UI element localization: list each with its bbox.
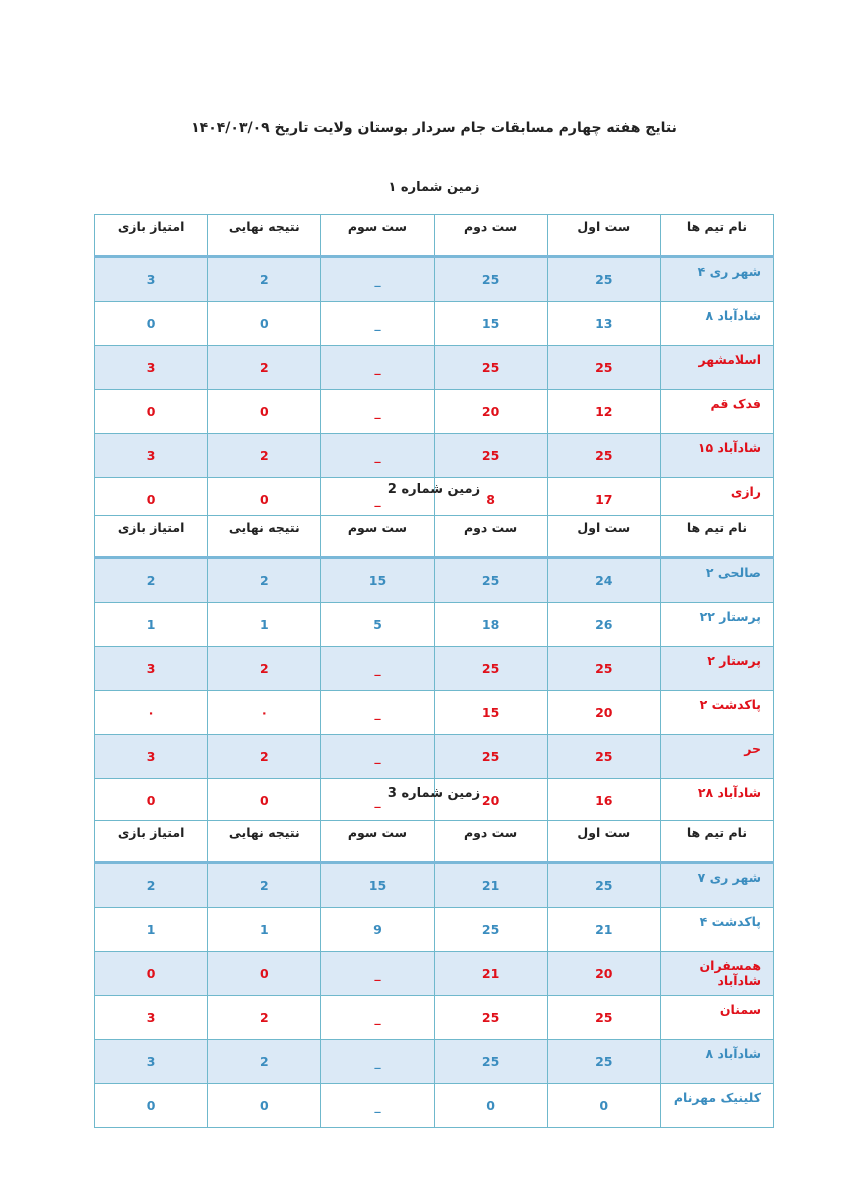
cell-set-3: _ bbox=[321, 952, 434, 996]
header-set-1: ست اول bbox=[547, 215, 660, 257]
cell-team-name: شهر ری ۷ bbox=[660, 863, 773, 908]
cell-set-1: 25 bbox=[547, 996, 660, 1040]
cell-set-2: 20 bbox=[434, 779, 547, 823]
cell-set-3: _ bbox=[321, 779, 434, 823]
cell-game-points: 0 bbox=[95, 478, 208, 522]
cell-game-points: 3 bbox=[95, 257, 208, 302]
cell-final-result: 0 bbox=[208, 478, 321, 522]
table-row bbox=[95, 908, 774, 952]
cell-team-name: اسلامشهر bbox=[660, 346, 773, 390]
cell-game-points: 3 bbox=[95, 735, 208, 779]
results-table-2 bbox=[94, 515, 774, 823]
cell-game-points: 1 bbox=[95, 603, 208, 647]
cell-set-3: 15 bbox=[321, 863, 434, 908]
table-row bbox=[95, 1084, 774, 1128]
header-game-points: امتیاز بازی bbox=[95, 516, 208, 558]
cell-game-points: 0 bbox=[95, 1084, 208, 1128]
cell-set-2: 21 bbox=[434, 863, 547, 908]
cell-game-points: 2 bbox=[95, 558, 208, 603]
cell-team-name: شادآباد ۱۵ bbox=[660, 434, 773, 478]
cell-team-name: رازی bbox=[660, 478, 773, 522]
cell-set-2: 21 bbox=[434, 952, 547, 996]
cell-final-result: 2 bbox=[208, 434, 321, 478]
cell-team-name: پرستار ۲ bbox=[660, 647, 773, 691]
table-row bbox=[95, 647, 774, 691]
table-row bbox=[95, 390, 774, 434]
header-final-result: نتیجه نهایی bbox=[208, 516, 321, 558]
cell-team-name: شادآباد ۸ bbox=[660, 1040, 773, 1084]
document-title: نتایج هفته چهارم مسابقات جام سردار بوستان ولایت تاریخ ۱۴۰۴/۰۳/۰۹ bbox=[191, 120, 677, 136]
cell-final-result: 2 bbox=[208, 735, 321, 779]
cell-game-points: 3 bbox=[95, 346, 208, 390]
cell-game-points: 0 bbox=[95, 302, 208, 346]
section-title-1: زمین شماره ۱ bbox=[388, 180, 480, 195]
cell-set-3: _ bbox=[321, 302, 434, 346]
cell-set-2: 15 bbox=[434, 302, 547, 346]
cell-set-1: 25 bbox=[547, 1040, 660, 1084]
header-set-1: ست اول bbox=[547, 821, 660, 863]
results-table-1 bbox=[94, 214, 774, 522]
cell-set-1: 12 bbox=[547, 390, 660, 434]
cell-game-points: ۰ bbox=[95, 691, 208, 735]
cell-game-points: 3 bbox=[95, 1040, 208, 1084]
cell-set-2: 25 bbox=[434, 434, 547, 478]
header-set-1: ست اول bbox=[547, 516, 660, 558]
cell-game-points: 1 bbox=[95, 908, 208, 952]
cell-team-name: شادآباد ۲۸ bbox=[660, 779, 773, 823]
cell-set-3: _ bbox=[321, 1084, 434, 1128]
cell-set-2: 25 bbox=[434, 735, 547, 779]
cell-final-result: 2 bbox=[208, 863, 321, 908]
header-game-points: امتیاز بازی bbox=[95, 215, 208, 257]
cell-game-points: 0 bbox=[95, 952, 208, 996]
header-set-2: ست دوم bbox=[434, 215, 547, 257]
cell-set-2: 18 bbox=[434, 603, 547, 647]
cell-final-result: 2 bbox=[208, 558, 321, 603]
cell-set-3: _ bbox=[321, 257, 434, 302]
cell-game-points: 2 bbox=[95, 863, 208, 908]
cell-team-name: فدک قم bbox=[660, 390, 773, 434]
cell-team-name: پرستار ۲۲ bbox=[660, 603, 773, 647]
section-title-3: زمین شماره 3 bbox=[387, 786, 481, 801]
cell-set-3: _ bbox=[321, 434, 434, 478]
table-row bbox=[95, 603, 774, 647]
header-team-name: نام تیم ها bbox=[660, 516, 773, 558]
table-row bbox=[95, 1040, 774, 1084]
header-set-3: ست سوم bbox=[321, 516, 434, 558]
cell-team-name: سمنان bbox=[660, 996, 773, 1040]
cell-game-points: 0 bbox=[95, 779, 208, 823]
cell-set-1: 16 bbox=[547, 779, 660, 823]
cell-set-2: 25 bbox=[434, 558, 547, 603]
cell-set-3: _ bbox=[321, 735, 434, 779]
cell-set-2: 25 bbox=[434, 257, 547, 302]
cell-set-1: 24 bbox=[547, 558, 660, 603]
cell-game-points: 3 bbox=[95, 647, 208, 691]
table-row bbox=[95, 952, 774, 996]
cell-team-name: صالحی ۲ bbox=[660, 558, 773, 603]
cell-final-result: 0 bbox=[208, 779, 321, 823]
cell-set-3: _ bbox=[321, 647, 434, 691]
cell-final-result: 2 bbox=[208, 346, 321, 390]
cell-final-result: 2 bbox=[208, 996, 321, 1040]
header-set-2: ست دوم bbox=[434, 821, 547, 863]
cell-set-1: 25 bbox=[547, 647, 660, 691]
cell-set-3: _ bbox=[321, 346, 434, 390]
cell-final-result: 2 bbox=[208, 1040, 321, 1084]
table-row bbox=[95, 863, 774, 908]
header-row bbox=[95, 516, 774, 558]
cell-set-1: 21 bbox=[547, 908, 660, 952]
cell-set-3: _ bbox=[321, 478, 434, 522]
cell-team-name: حر bbox=[660, 735, 773, 779]
cell-set-3: _ bbox=[321, 1040, 434, 1084]
header-set-3: ست سوم bbox=[321, 215, 434, 257]
cell-set-1: 0 bbox=[547, 1084, 660, 1128]
cell-final-result: ۰ bbox=[208, 691, 321, 735]
cell-set-2: 15 bbox=[434, 691, 547, 735]
cell-set-1: 25 bbox=[547, 863, 660, 908]
header-row bbox=[95, 215, 774, 257]
header-team-name: نام تیم ها bbox=[660, 215, 773, 257]
cell-set-3: _ bbox=[321, 390, 434, 434]
cell-set-1: 25 bbox=[547, 257, 660, 302]
table-row bbox=[95, 346, 774, 390]
cell-set-1: 26 bbox=[547, 603, 660, 647]
cell-set-2: 25 bbox=[434, 346, 547, 390]
cell-final-result: 0 bbox=[208, 1084, 321, 1128]
cell-game-points: 3 bbox=[95, 434, 208, 478]
cell-set-2: 25 bbox=[434, 996, 547, 1040]
table-row bbox=[95, 302, 774, 346]
cell-set-3: 15 bbox=[321, 558, 434, 603]
cell-set-2: 20 bbox=[434, 390, 547, 434]
cell-set-1: 20 bbox=[547, 691, 660, 735]
cell-game-points: 3 bbox=[95, 996, 208, 1040]
cell-team-name: همسفران شادآباد bbox=[660, 952, 773, 996]
section-title-2: زمین شماره 2 bbox=[387, 482, 481, 497]
cell-set-1: 25 bbox=[547, 346, 660, 390]
results-table-3 bbox=[94, 820, 774, 1128]
table-row bbox=[95, 257, 774, 302]
cell-final-result: 2 bbox=[208, 647, 321, 691]
table-row bbox=[95, 996, 774, 1040]
table-row bbox=[95, 558, 774, 603]
cell-final-result: 0 bbox=[208, 302, 321, 346]
cell-set-3: _ bbox=[321, 996, 434, 1040]
cell-game-points: 0 bbox=[95, 390, 208, 434]
table-row bbox=[95, 735, 774, 779]
cell-set-3: 5 bbox=[321, 603, 434, 647]
cell-set-1: 25 bbox=[547, 434, 660, 478]
cell-team-name: شهر ری ۴ bbox=[660, 257, 773, 302]
cell-set-1: 20 bbox=[547, 952, 660, 996]
cell-team-name: کلینیک مهرنام bbox=[660, 1084, 773, 1128]
cell-set-1: 25 bbox=[547, 735, 660, 779]
header-game-points: امتیاز بازی bbox=[95, 821, 208, 863]
table-row bbox=[95, 691, 774, 735]
cell-team-name: پاکدشت ۴ bbox=[660, 908, 773, 952]
cell-final-result: 1 bbox=[208, 908, 321, 952]
cell-set-2: 8 bbox=[434, 478, 547, 522]
header-set-3: ست سوم bbox=[321, 821, 434, 863]
table-row bbox=[95, 434, 774, 478]
cell-set-1: 17 bbox=[547, 478, 660, 522]
cell-set-2: 25 bbox=[434, 908, 547, 952]
cell-final-result: 0 bbox=[208, 390, 321, 434]
cell-team-name: شادآباد ۸ bbox=[660, 302, 773, 346]
cell-set-1: 13 bbox=[547, 302, 660, 346]
cell-set-2: 0 bbox=[434, 1084, 547, 1128]
cell-final-result: 1 bbox=[208, 603, 321, 647]
cell-set-2: 25 bbox=[434, 647, 547, 691]
cell-set-3: 9 bbox=[321, 908, 434, 952]
header-final-result: نتیجه نهایی bbox=[208, 215, 321, 257]
header-set-2: ست دوم bbox=[434, 516, 547, 558]
header-row bbox=[95, 821, 774, 863]
cell-final-result: 0 bbox=[208, 952, 321, 996]
cell-final-result: 2 bbox=[208, 257, 321, 302]
header-final-result: نتیجه نهایی bbox=[208, 821, 321, 863]
cell-set-3: _ bbox=[321, 691, 434, 735]
header-team-name: نام تیم ها bbox=[660, 821, 773, 863]
cell-team-name: پاکدشت ۲ bbox=[660, 691, 773, 735]
cell-set-2: 25 bbox=[434, 1040, 547, 1084]
